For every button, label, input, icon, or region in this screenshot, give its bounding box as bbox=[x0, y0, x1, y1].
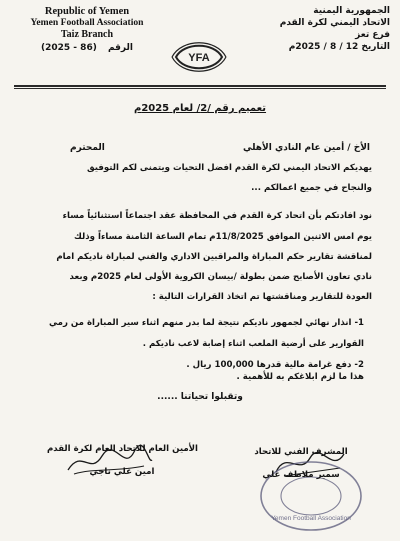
logo-text: YFA bbox=[188, 52, 210, 64]
decision-item: القوارير على أرضية الملعب اثناء إصابة لاعب ناديكم . bbox=[142, 339, 364, 349]
header-divider-thin bbox=[14, 88, 386, 89]
signatory-right-title: المشرف الفني للاتحاد bbox=[254, 447, 348, 457]
letter-date: التاريخ 12 / 8 / 2025م bbox=[288, 42, 390, 52]
signatory-left-title: الأمين العام للاتحاد العام لكرة القدم bbox=[46, 444, 198, 454]
letterhead-arabic bbox=[250, 5, 390, 53]
body-line: يهديكم الاتحاد اليمني لكرة القدم افضل التحيات ويتمنى لكم التوفيق bbox=[87, 163, 372, 173]
country-name-en: Republic of Yemen bbox=[44, 6, 130, 17]
honorific: المحترم bbox=[70, 143, 105, 153]
reference-number bbox=[14, 42, 160, 54]
branch-name-en: Taiz Branch bbox=[60, 29, 114, 40]
branch-name-ar: فرع تعز bbox=[355, 30, 390, 40]
stamp-text: Yemen Football Association bbox=[271, 515, 351, 522]
body-line: يوم امس الاثنين الموافق 11/8/2025م تمام الساعة الثامنة مساءاً وذلك bbox=[74, 232, 372, 242]
addressee: الأخ / أمين عام النادي الأهلي bbox=[243, 143, 370, 153]
importance-note: هذا ما لزم ابلاغكم به للأهمية . bbox=[236, 372, 364, 382]
association-name-ar: الاتحاد اليمني لكرة القدم bbox=[279, 18, 390, 28]
letterhead-english bbox=[14, 6, 160, 54]
signatory-right-name: سمير ملاطف علي bbox=[262, 470, 340, 480]
official-stamp bbox=[256, 456, 366, 536]
decision-item: 1- انذار نهائي لجمهور ناديكم نتيجة لما بدر منهم اثناء سير المباراة من رمي bbox=[48, 318, 364, 328]
reference-value: (2025 - 86) bbox=[41, 43, 97, 53]
header-divider bbox=[14, 85, 386, 87]
yfa-logo bbox=[170, 40, 228, 74]
body-line: نادي تعاون الأصابح ضمن بطولة /بيسان الكروية الأولى لعام 2025م وبعد bbox=[69, 272, 372, 282]
association-name-en: Yemen Football Association bbox=[30, 17, 144, 28]
body-line: والنجاح في جميع اعمالكم ... bbox=[251, 183, 372, 193]
decision-item: 2- دفع غرامة مالية قدرها 100,000 ريال . bbox=[186, 360, 364, 370]
country-name-ar: الجمهورية اليمنية bbox=[313, 6, 390, 16]
signatory-left-name: امين علي ناجي bbox=[89, 467, 155, 477]
body-line: لمناقشة تقارير حكم المباراة والمراقبين الاداري والفني لمباراة ناديكم امام bbox=[56, 252, 372, 262]
closing-line: وتقبلوا تحياتنا ...... bbox=[157, 392, 243, 402]
circular-title: تعميم رقم /2/ لعام 2025م bbox=[133, 103, 267, 114]
reference-label: الرقم bbox=[107, 43, 133, 53]
body-line: العودة للتقارير ومناقشتها تم اتخاذ القرارات التالية : bbox=[152, 292, 372, 302]
body-line: نود افادتكم بأن اتحاد كرة القدم في المحافظة عقد اجتماعاً استثنائياً مساء bbox=[62, 211, 372, 221]
